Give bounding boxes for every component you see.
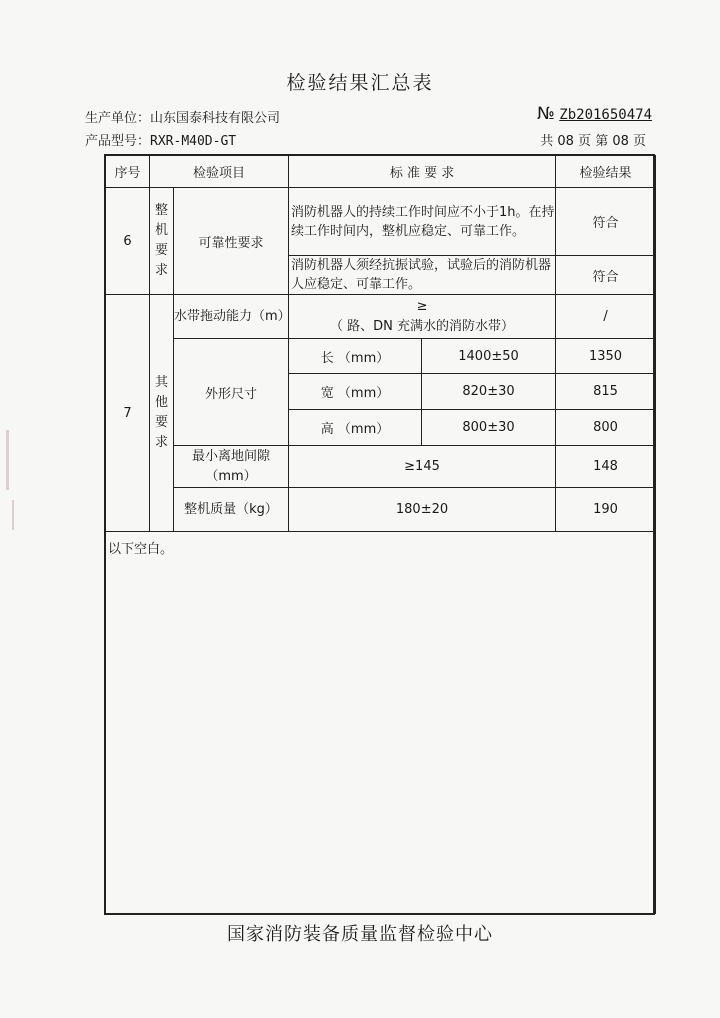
table-row	[106, 339, 656, 374]
header-row	[106, 156, 656, 188]
footer-organization: 国家消防装备质量监督检验中心	[227, 924, 493, 945]
scan-artifact	[12, 500, 14, 530]
blank-note: 以下空白。	[106, 532, 656, 914]
manufacturer-value: 山东国泰科技有限公司	[150, 111, 281, 126]
category-cell: 整机要求	[150, 188, 174, 295]
result-cell: 800	[556, 410, 656, 446]
header-standard: 标 准 要 求	[289, 156, 556, 188]
item-cell: 水带拖动能力（m）	[174, 295, 289, 339]
dimension-name: 宽 （mm）	[289, 374, 422, 410]
model-row	[85, 130, 236, 149]
result-cell: 815	[556, 374, 656, 410]
results-table	[105, 155, 656, 914]
standard-cell: 消防机器人的持续工作时间应不小于1h。在持续工作时间内，整机应稳定、可靠工作。	[289, 188, 556, 256]
page-count: 共 08 页 第 08 页	[540, 134, 646, 149]
dimension-standard: 820±30	[422, 374, 556, 410]
result-cell: /	[556, 295, 656, 339]
hose-standard-line1: ≥	[416, 298, 428, 314]
seq-cell: 7	[106, 295, 150, 532]
header-seq: 序号	[106, 156, 150, 188]
dimension-standard: 800±30	[422, 410, 556, 446]
item-cell: 最小离地间隙（mm）	[174, 446, 289, 488]
result-cell: 148	[556, 446, 656, 488]
blank-row	[106, 532, 656, 914]
manufacturer-row	[85, 107, 280, 126]
document-title: 检验结果汇总表	[286, 72, 434, 94]
result-cell: 1350	[556, 339, 656, 374]
table-row	[106, 295, 656, 339]
standard-cell	[289, 295, 556, 339]
standard-cell: 180±20	[289, 488, 556, 532]
model-label: 产品型号：	[85, 134, 151, 149]
table-row	[106, 446, 656, 488]
manufacturer-label: 生产单位：	[85, 111, 151, 126]
dimension-standard: 1400±50	[422, 339, 556, 374]
hose-standard-line2: （ 路、DN 充满水的消防水带）	[330, 318, 515, 334]
dimension-name: 高 （mm）	[289, 410, 422, 446]
number-symbol: №	[537, 104, 555, 124]
table-row	[106, 488, 656, 532]
result-cell: 符合	[556, 188, 656, 256]
standard-cell: 消防机器人须经抗振试验，试验后的消防机器人应稳定、可靠工作。	[289, 256, 556, 295]
item-cell: 整机质量（kg）	[174, 488, 289, 532]
seq-cell: 6	[106, 188, 150, 295]
dimension-name: 长 （mm）	[289, 339, 422, 374]
category-cell: 其他要求	[150, 295, 174, 532]
result-cell: 符合	[556, 256, 656, 295]
model-value: RXR-M40D-GT	[150, 134, 237, 149]
item-cell: 可靠性要求	[174, 188, 289, 295]
scan-artifact	[6, 430, 9, 490]
header-result: 检验结果	[556, 156, 656, 188]
table-row	[106, 188, 656, 256]
header-item: 检验项目	[150, 156, 289, 188]
item-cell: 外形尺寸	[174, 339, 289, 446]
standard-cell: ≥145	[289, 446, 556, 488]
result-cell: 190	[556, 488, 656, 532]
report-number	[537, 104, 652, 124]
number-value: Zb201650474	[559, 107, 652, 123]
